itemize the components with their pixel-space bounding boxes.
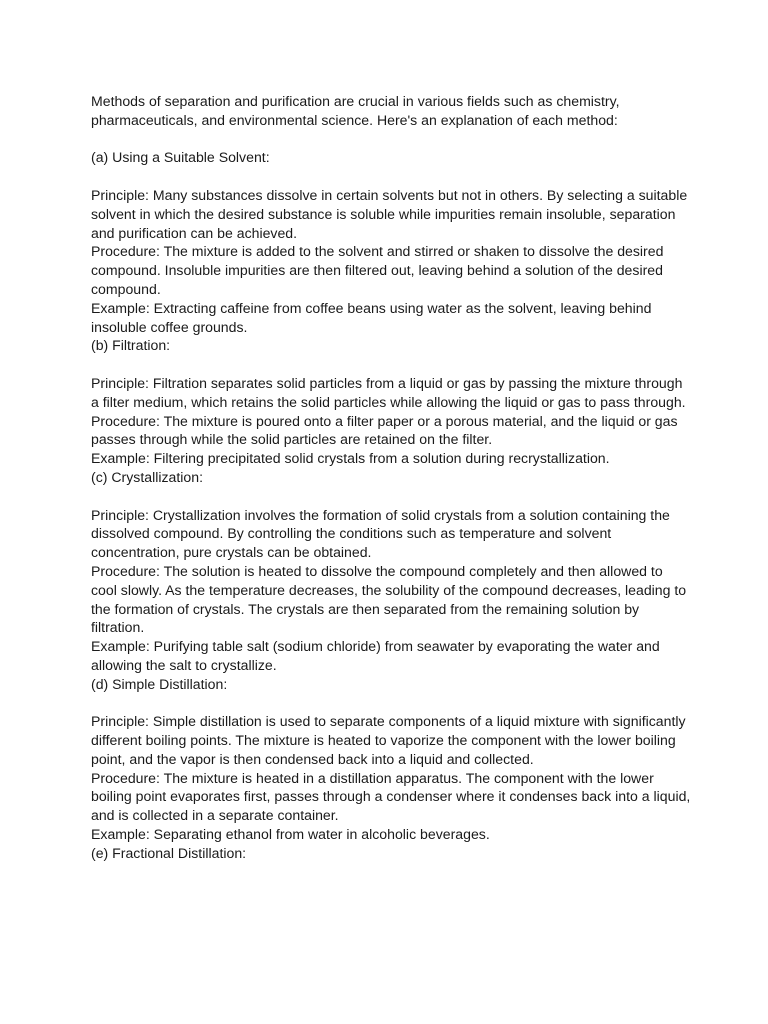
section-b-procedure: Procedure: The mixture is poured onto a filter paper or a porous material, and the liquid or gas passes through while the solid particles are retained on the filter. <box>91 412 678 448</box>
section-c-example: Example: Purifying table salt (sodium chloride) from seawater by evaporating the water and allowing the salt to crystallize. <box>91 638 660 673</box>
section-d-heading: (d) Simple Distillation: <box>91 675 228 692</box>
spacer <box>91 130 691 149</box>
section-d-principle: Principle: Simple distillation is used to separate components of a liquid mixture with significantly different boiling points. The mixture is heated to vaporize the component with the lower boiling point, and the vapor is then condensed back into a liquid and collected. <box>91 713 686 767</box>
section-a-procedure: Procedure: The mixture is added to the solvent and stirred or shaken to dissolve the desired compound. Insoluble impurities are then filtered out, leaving behind a solution of the desired compound. <box>91 243 664 297</box>
intro-paragraph: Methods of separation and purification are crucial in various fields such as chemistry, pharmaceuticals, and environmental science. Here's an explanation of each method: <box>91 93 620 128</box>
spacer <box>91 355 691 374</box>
section-c-heading: (c) Crystallization: <box>91 468 203 485</box>
section-b-principle: Principle: Filtration separates solid particles from a liquid or gas by passing the mixture through a filter medium, which retains the solid particles while allowing the liquid or gas to pass through. <box>91 374 686 410</box>
spacer <box>91 487 691 506</box>
section-b-example: Example: Filtering precipitated solid crystals from a solution during recrystallization. <box>91 450 610 467</box>
section-d-example: Example: Separating ethanol from water in alcoholic beverages. <box>91 826 490 843</box>
spacer <box>91 167 691 186</box>
section-c-procedure: Procedure: The solution is heated to dissolve the compound completely and then allowed to cool slowly. As the temperature decreases, the solubility of the compound decreases, leading to the formation of crystals. The crystals are then separated from the remaining solution by filtration. <box>91 562 687 636</box>
section-a-principle: Principle: Many substances dissolve in certain solvents but not in others. By selecting a suitable solvent in which the desired substance is soluble while impurities remain insoluble, separation and purification can be achieved. <box>91 186 688 241</box>
section-b-heading: (b) Filtration: <box>91 337 171 354</box>
document-body <box>91 92 691 863</box>
section-e-heading: (e) Fractional Distillation: <box>91 844 247 861</box>
section-d-procedure: Procedure: The mixture is heated in a distillation apparatus. The component with the lower boiling point evaporates first, passes through a condenser where it condenses back into a liquid, and is collected in a separate container. <box>91 769 691 824</box>
section-a-example: Example: Extracting caffeine from coffee beans using water as the solvent, leaving behind insoluble coffee grounds. <box>91 299 652 335</box>
section-c-principle: Principle: Crystallization involves the formation of solid crystals from a solution containing the dissolved compound. By controlling the conditions such as temperature and solvent concentration, pure crystals can be obtained. <box>91 506 670 561</box>
section-a-heading: (a) Using a Suitable Solvent: <box>91 149 270 166</box>
spacer <box>91 694 691 713</box>
